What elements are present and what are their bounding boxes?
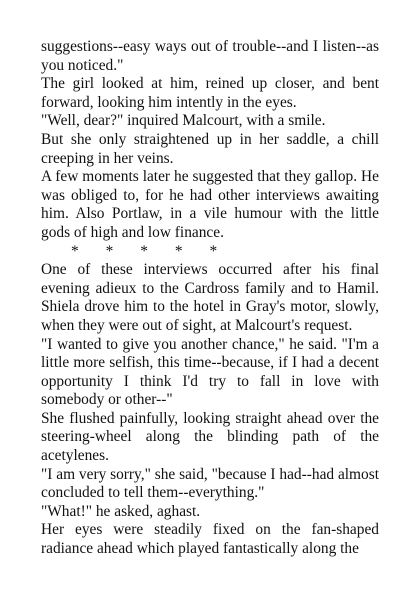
section-separator: * * * * *	[71, 242, 218, 260]
paragraph-11: Her eyes were steadily fixed on the fan-shaped radiance ahead which played fantastically along the	[41, 521, 379, 558]
paragraph-6: One of these interviews occurred after his final evening adieux to the Cardross family and to Hamil. Shiela drove him to the hotel in Gray's motor, slowly, when they were out of sight, at Malcourt's request.	[41, 261, 379, 334]
paragraph-8: She flushed painfully, looking straight ahead over the steering-wheel along the blinding path of the acetylenes.	[41, 409, 379, 465]
paragraph-7: "I wanted to give you another chance," he said. "I'm a little more selfish, this time--because, if I had a decent opportunity I think I'd try to fall in love with somebody or other--"	[41, 335, 379, 409]
paragraph-5: A few moments later he suggested that they gallop. He was obliged to, for he had other interviews awaiting him. Also Portlaw, in a vile humour with the little gods of high and low finance.	[41, 168, 379, 241]
paragraph-1: suggestions--easy ways out of trouble--and I listen--as you noticed."	[41, 38, 379, 74]
paragraph-4: But she only straightened up in her saddle, a chill creeping in her veins.	[41, 130, 379, 167]
paragraph-2: The girl looked at him, reined up closer, and bent forward, looking him intently in the eyes.	[41, 75, 379, 111]
paragraph-9: "I am very sorry," she said, "because I had--had almost concluded to tell them--everything."	[41, 465, 379, 502]
paragraph-10: "What!" he asked, aghast.	[41, 502, 201, 520]
document-page	[41, 38, 379, 559]
paragraph-3: "Well, dear?" inquired Malcourt, with a smile.	[41, 112, 326, 130]
